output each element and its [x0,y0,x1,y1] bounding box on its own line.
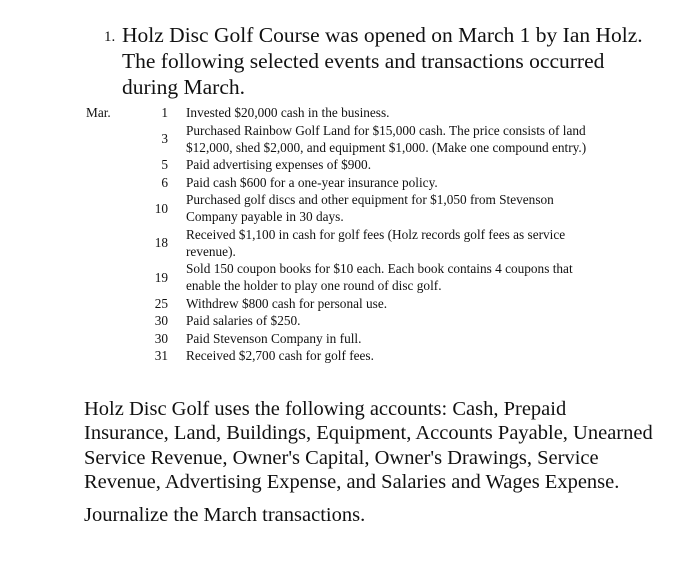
transaction-day: 10 [154,200,168,216]
transaction-row [86,312,606,330]
transaction-text: Paid advertising expenses of $900. [186,157,372,172]
month-label [86,330,136,348]
month-label [86,174,136,192]
transaction-day: 19 [154,269,168,285]
transaction-row [86,347,606,365]
month-label [86,122,136,157]
transaction-text: Paid cash $600 for a one-year insurance policy. [186,174,438,190]
transaction-text: Paid salaries of $250. [186,313,301,328]
transaction-row [86,295,606,313]
transaction-day: 25 [154,295,168,311]
transaction-text: Purchased golf discs and other equipment for $1,050 from Stevenson Company payable in 30 days. [186,192,554,224]
month-label: Mar. [86,105,111,120]
accounts-text: Holz Disc Golf uses the following accounts: Cash, Prepaid Insurance, Land, Buildings, Equipment, Accounts Payable, Unearned Service Revenue, Owner's Capital, Owner's Drawings, Service Revenue, Advertising Expense, and Salaries and Wages Expense. [84,397,653,493]
transaction-day: 18 [154,235,168,251]
transaction-day: 30 [154,330,168,346]
transaction-day: 30 [154,313,168,329]
question [104,22,664,100]
month-label [86,156,136,174]
question-number: 1. [104,29,116,45]
month-label [86,260,136,295]
transaction-text: Paid Stevenson Company in full. [186,330,362,346]
month-label [86,191,136,226]
transaction-text: Sold 150 coupon books for $10 each. Each book contains 4 coupons that enable the holder to play one round of disc golf. [186,261,573,293]
transaction-row [86,174,606,192]
transaction-text: Invested $20,000 cash in the business. [186,105,390,120]
transaction-row [86,330,606,348]
transaction-text: Withdrew $800 cash for personal use. [186,295,388,311]
transaction-day: 3 [161,131,168,147]
transaction-day: 1 [161,105,168,121]
transaction-row [86,191,606,226]
transaction-row [86,260,606,295]
month-label [86,226,136,261]
transaction-row [86,104,606,122]
question-text: Holz Disc Golf Course was opened on March 1 by Ian Holz. The following selected events and transactions occurred during March. [122,23,643,99]
instruction-text: Journalize the March transactions. [84,503,366,526]
transactions-table [86,104,606,365]
month-label [86,347,136,365]
month-label [86,312,136,330]
transaction-row [86,122,606,157]
transaction-day: 31 [154,348,168,364]
transaction-day: 6 [161,174,168,190]
transaction-text: Received $1,100 in cash for golf fees (Holz records golf fees as service revenue). [186,226,566,259]
month-label [86,295,136,313]
accounts-section [84,397,654,528]
transaction-text: Received $2,700 cash for golf fees. [186,348,374,363]
transaction-day: 5 [161,157,168,173]
transaction-row [86,156,606,174]
transaction-row [86,226,606,261]
transaction-text: Purchased Rainbow Golf Land for $15,000 cash. The price consists of land $12,000, shed $2,000, and equipment $1,000. (Make one compound entry.) [186,122,587,155]
